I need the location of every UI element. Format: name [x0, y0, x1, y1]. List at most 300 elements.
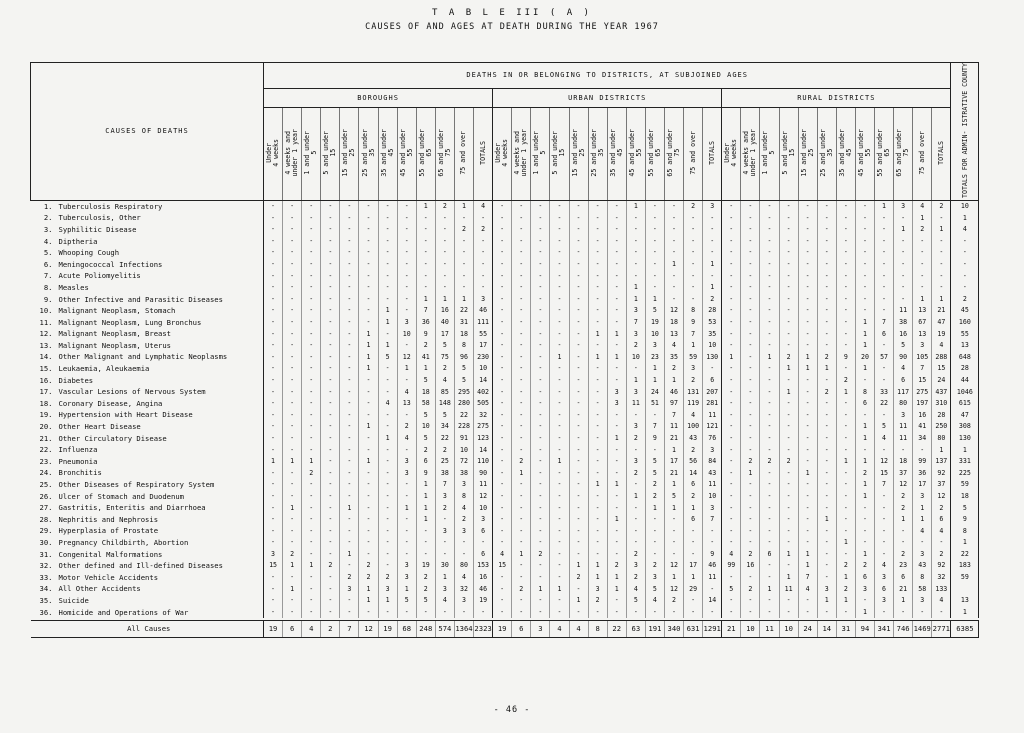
age-band-header — [474, 108, 493, 201]
cause-number: 4. — [43, 236, 53, 246]
value-cell: 7 — [435, 479, 454, 491]
value-cell: - — [321, 374, 340, 386]
value-cell: - — [760, 409, 779, 421]
value-cell: - — [645, 235, 664, 247]
value-cell: - — [264, 583, 283, 595]
value-cell: - — [397, 444, 416, 456]
value-cell: - — [359, 606, 378, 618]
value-cell: 12 — [894, 479, 913, 491]
value-cell: - — [836, 514, 855, 526]
cause-cell — [31, 490, 264, 502]
value-cell: 1 — [855, 317, 874, 329]
value-cell: 2 — [435, 363, 454, 375]
value-cell: 4 — [454, 572, 473, 584]
value-cell: - — [855, 525, 874, 537]
value-cell: - — [741, 421, 760, 433]
table-row — [31, 606, 979, 618]
value-cell: 41 — [913, 421, 932, 433]
age-band-label: 45 and under 55 — [627, 129, 643, 177]
value-cell: - — [875, 270, 894, 282]
age-band-label: 1 and under 5 — [532, 131, 548, 175]
value-cell: 2 — [416, 583, 435, 595]
value-cell: - — [798, 200, 817, 212]
value-cell: - — [855, 200, 874, 212]
value-cell: - — [855, 293, 874, 305]
admin-total-cell: 13 — [951, 340, 979, 352]
value-cell: - — [607, 259, 626, 271]
value-cell: - — [722, 363, 741, 375]
cause-label: Acute Poliomyelitis — [58, 271, 141, 281]
value-cell: - — [321, 479, 340, 491]
value-cell: - — [760, 386, 779, 398]
value-cell: - — [836, 305, 855, 317]
value-cell: - — [321, 444, 340, 456]
value-cell: - — [302, 247, 321, 259]
value-cell: 1 — [626, 200, 645, 212]
value-cell: 4 — [435, 374, 454, 386]
value-cell: 22 — [435, 432, 454, 444]
value-cell: - — [741, 444, 760, 456]
value-cell: 3 — [378, 583, 397, 595]
value-cell: - — [607, 444, 626, 456]
value-cell: - — [588, 235, 607, 247]
value-cell: 99 — [722, 560, 741, 572]
value-cell: - — [875, 224, 894, 236]
value-cell: - — [626, 514, 645, 526]
value-cell: - — [302, 317, 321, 329]
value-cell: 1 — [779, 386, 798, 398]
value-cell: - — [645, 548, 664, 560]
value-cell: - — [378, 328, 397, 340]
value-cell: 10 — [474, 363, 493, 375]
value-cell: 15 — [932, 363, 951, 375]
value-cell: 99 — [913, 456, 932, 468]
value-cell: 3 — [626, 560, 645, 572]
value-cell: 100 — [684, 421, 703, 433]
value-cell: - — [836, 479, 855, 491]
value-cell: - — [340, 479, 359, 491]
value-cell: 1 — [817, 514, 836, 526]
value-cell: - — [493, 456, 512, 468]
value-cell: 1 — [397, 583, 416, 595]
value-cell: 38 — [435, 467, 454, 479]
value-cell: 5 — [416, 374, 435, 386]
age-band-header — [645, 108, 664, 201]
value-cell: - — [569, 305, 588, 317]
value-cell: - — [359, 525, 378, 537]
value-cell: - — [875, 374, 894, 386]
value-cell: 2 — [741, 456, 760, 468]
value-cell: 2 — [894, 502, 913, 514]
value-cell: 12 — [664, 560, 683, 572]
value-cell: 33 — [875, 386, 894, 398]
value-cell: - — [531, 467, 550, 479]
value-cell: - — [531, 259, 550, 271]
age-band-header — [836, 108, 855, 201]
value-cell: - — [416, 537, 435, 549]
value-cell: - — [493, 270, 512, 282]
value-cell: - — [340, 224, 359, 236]
value-cell: 1 — [607, 432, 626, 444]
value-cell: - — [531, 340, 550, 352]
value-cell: 12 — [875, 456, 894, 468]
all-causes-value: 4 — [550, 620, 569, 637]
value-cell: - — [817, 444, 836, 456]
value-cell: - — [626, 212, 645, 224]
age-band-label: 15 and under 25 — [341, 129, 357, 177]
cause-cell — [31, 328, 264, 340]
value-cell: 2 — [760, 456, 779, 468]
value-cell: - — [703, 224, 722, 236]
admin-total-cell: 22 — [951, 548, 979, 560]
value-cell: 2 — [321, 560, 340, 572]
value-cell: - — [512, 432, 531, 444]
value-cell: 281 — [703, 398, 722, 410]
value-cell: - — [760, 490, 779, 502]
value-cell: 43 — [684, 432, 703, 444]
value-cell: - — [779, 479, 798, 491]
value-cell: - — [474, 247, 493, 259]
value-cell: 19 — [416, 560, 435, 572]
value-cell: - — [569, 247, 588, 259]
value-cell: - — [741, 351, 760, 363]
cause-number: 18. — [39, 398, 53, 408]
value-cell: - — [760, 467, 779, 479]
value-cell: - — [645, 409, 664, 421]
value-cell: 4 — [454, 502, 473, 514]
admin-total-cell: 59 — [951, 479, 979, 491]
value-cell: - — [855, 270, 874, 282]
value-cell: - — [741, 305, 760, 317]
value-cell: 90 — [474, 467, 493, 479]
value-cell: - — [569, 270, 588, 282]
value-cell: - — [664, 247, 683, 259]
value-cell: - — [664, 212, 683, 224]
value-cell: 133 — [932, 583, 951, 595]
value-cell: - — [264, 398, 283, 410]
value-cell: - — [531, 235, 550, 247]
cause-number: 36. — [39, 607, 53, 617]
value-cell: 3 — [913, 340, 932, 352]
age-band-header — [283, 108, 302, 201]
value-cell: - — [283, 317, 302, 329]
value-cell: 2 — [932, 548, 951, 560]
value-cell: - — [493, 583, 512, 595]
value-cell: - — [359, 514, 378, 526]
value-cell: - — [378, 444, 397, 456]
value-cell: 17 — [664, 456, 683, 468]
value-cell: 10 — [703, 340, 722, 352]
value-cell: 3 — [454, 479, 473, 491]
value-cell: - — [378, 224, 397, 236]
value-cell: - — [569, 606, 588, 618]
value-cell: - — [741, 398, 760, 410]
cause-number: 24. — [39, 468, 53, 478]
value-cell: - — [435, 212, 454, 224]
value-cell: - — [512, 606, 531, 618]
value-cell: - — [569, 548, 588, 560]
cause-label: Influenza — [58, 445, 98, 455]
value-cell: - — [741, 363, 760, 375]
value-cell: - — [454, 282, 473, 294]
value-cell: - — [645, 444, 664, 456]
value-cell: - — [626, 502, 645, 514]
value-cell: - — [340, 235, 359, 247]
value-cell: - — [474, 259, 493, 271]
value-cell: - — [760, 363, 779, 375]
value-cell: - — [550, 548, 569, 560]
value-cell: - — [684, 212, 703, 224]
value-cell: - — [741, 259, 760, 271]
value-cell: 1 — [664, 259, 683, 271]
value-cell: - — [779, 200, 798, 212]
value-cell: - — [779, 212, 798, 224]
value-cell: 5 — [435, 409, 454, 421]
value-cell: - — [550, 398, 569, 410]
value-cell: 23 — [894, 560, 913, 572]
value-cell: - — [607, 537, 626, 549]
value-cell: 2 — [645, 490, 664, 502]
age-band-header — [302, 108, 321, 201]
value-cell: 58 — [416, 398, 435, 410]
value-cell: - — [321, 305, 340, 317]
value-cell: - — [817, 432, 836, 444]
cause-number: 20. — [39, 422, 53, 432]
all-causes-value: 1469 — [913, 620, 932, 637]
value-cell: - — [512, 409, 531, 421]
value-cell: 4 — [684, 409, 703, 421]
value-cell: 111 — [474, 317, 493, 329]
value-cell: 3 — [626, 386, 645, 398]
value-cell: - — [493, 212, 512, 224]
value-cell: - — [531, 374, 550, 386]
value-cell: - — [397, 548, 416, 560]
value-cell: 1 — [894, 514, 913, 526]
value-cell: - — [932, 537, 951, 549]
value-cell: 9 — [703, 548, 722, 560]
value-cell: - — [550, 479, 569, 491]
value-cell: 2 — [416, 340, 435, 352]
value-cell: 1 — [855, 432, 874, 444]
value-cell: 15 — [913, 374, 932, 386]
value-cell: - — [397, 200, 416, 212]
value-cell: - — [722, 479, 741, 491]
admin-total-cell: - — [951, 235, 979, 247]
value-cell: - — [321, 548, 340, 560]
value-cell: - — [875, 444, 894, 456]
table-row — [31, 386, 979, 398]
value-cell: - — [875, 212, 894, 224]
age-band-header — [894, 108, 913, 201]
value-cell: 84 — [703, 456, 722, 468]
value-cell: 7 — [875, 479, 894, 491]
value-cell: 1 — [626, 490, 645, 502]
value-cell: - — [321, 514, 340, 526]
value-cell: - — [741, 235, 760, 247]
value-cell: 1 — [722, 351, 741, 363]
value-cell: - — [569, 282, 588, 294]
value-cell: - — [875, 363, 894, 375]
value-cell: 1 — [626, 293, 645, 305]
value-cell: - — [340, 200, 359, 212]
value-cell: - — [875, 235, 894, 247]
value-cell: 3 — [645, 572, 664, 584]
value-cell: - — [283, 235, 302, 247]
value-cell: 1 — [607, 514, 626, 526]
value-cell: - — [531, 409, 550, 421]
cause-number: 23. — [39, 456, 53, 466]
value-cell: - — [913, 444, 932, 456]
all-causes-value: 10 — [779, 620, 798, 637]
value-cell: - — [779, 224, 798, 236]
value-cell: - — [779, 595, 798, 607]
cause-number: 3. — [43, 224, 53, 234]
value-cell: - — [741, 224, 760, 236]
cause-label: Syphilitic Disease — [58, 224, 137, 234]
cause-label: Measles — [58, 282, 89, 292]
all-causes-value: 4 — [302, 620, 321, 637]
value-cell: 1 — [779, 548, 798, 560]
value-cell: - — [932, 247, 951, 259]
value-cell: - — [569, 456, 588, 468]
value-cell: - — [588, 490, 607, 502]
value-cell: - — [588, 212, 607, 224]
value-cell: 1 — [684, 572, 703, 584]
cause-cell — [31, 606, 264, 618]
value-cell: - — [340, 606, 359, 618]
table-row — [31, 560, 979, 572]
value-cell: - — [512, 224, 531, 236]
cause-label: Other Infective and Parasitic Diseases — [58, 294, 223, 304]
value-cell: - — [817, 502, 836, 514]
value-cell: - — [760, 537, 779, 549]
table-row — [31, 537, 979, 549]
value-cell: 43 — [703, 467, 722, 479]
value-cell: - — [741, 606, 760, 618]
value-cell: - — [645, 514, 664, 526]
value-cell: 1 — [588, 560, 607, 572]
value-cell: 18 — [894, 456, 913, 468]
value-cell: - — [531, 490, 550, 502]
value-cell: 1 — [817, 363, 836, 375]
value-cell: 16 — [474, 572, 493, 584]
value-cell: - — [550, 537, 569, 549]
value-cell: - — [569, 235, 588, 247]
value-cell: - — [283, 479, 302, 491]
value-cell: - — [302, 490, 321, 502]
table-row — [31, 328, 979, 340]
value-cell: - — [493, 293, 512, 305]
value-cell: - — [531, 351, 550, 363]
value-cell: 1 — [416, 293, 435, 305]
value-cell: - — [855, 212, 874, 224]
value-cell: 3 — [684, 363, 703, 375]
value-cell: 16 — [913, 409, 932, 421]
cause-cell — [31, 583, 264, 595]
value-cell: 14 — [684, 467, 703, 479]
value-cell: 24 — [645, 386, 664, 398]
value-cell: - — [855, 537, 874, 549]
admin-total-cell: 9 — [951, 514, 979, 526]
value-cell: 1 — [855, 328, 874, 340]
cause-label: Malignant Neoplasm, Uterus — [58, 340, 172, 350]
value-cell: - — [722, 293, 741, 305]
value-cell: 2 — [684, 374, 703, 386]
value-cell: - — [779, 502, 798, 514]
value-cell: - — [512, 560, 531, 572]
cause-cell — [31, 317, 264, 329]
value-cell: 197 — [913, 398, 932, 410]
cause-cell — [31, 537, 264, 549]
value-cell: - — [855, 235, 874, 247]
value-cell: - — [645, 282, 664, 294]
cause-label: Pneumonia — [58, 456, 98, 466]
value-cell: - — [264, 444, 283, 456]
value-cell: 4 — [875, 560, 894, 572]
value-cell: - — [913, 259, 932, 271]
age-band-label: 15 and under 25 — [570, 129, 586, 177]
table-row — [31, 595, 979, 607]
value-cell: - — [283, 409, 302, 421]
value-cell: - — [493, 340, 512, 352]
value-cell: - — [321, 270, 340, 282]
value-cell: - — [283, 514, 302, 526]
value-cell: - — [798, 514, 817, 526]
value-cell: - — [569, 212, 588, 224]
value-cell: - — [607, 200, 626, 212]
value-cell: - — [607, 409, 626, 421]
cause-label: Tuberculosis Respiratory — [58, 201, 163, 211]
value-cell: - — [798, 259, 817, 271]
section-header: RURAL DISTRICTS — [722, 89, 951, 108]
value-cell: - — [550, 317, 569, 329]
value-cell: - — [359, 467, 378, 479]
value-cell: - — [664, 293, 683, 305]
cause-label: Leukaemia, Aleukaemia — [58, 364, 150, 374]
value-cell: - — [512, 282, 531, 294]
value-cell: - — [569, 351, 588, 363]
value-cell: - — [588, 514, 607, 526]
value-cell: 15 — [264, 560, 283, 572]
value-cell: 2 — [512, 583, 531, 595]
value-cell: 207 — [703, 386, 722, 398]
value-cell: - — [359, 247, 378, 259]
value-cell: - — [302, 444, 321, 456]
table-row — [31, 444, 979, 456]
value-cell: - — [836, 328, 855, 340]
value-cell: 3 — [454, 595, 473, 607]
value-cell: 92 — [932, 560, 951, 572]
cause-label: All Other Accidents — [58, 584, 141, 594]
all-causes-value: 63 — [626, 620, 645, 637]
value-cell: - — [321, 282, 340, 294]
value-cell: - — [836, 224, 855, 236]
value-cell: - — [512, 363, 531, 375]
value-cell: 38 — [454, 467, 473, 479]
value-cell: 3 — [397, 560, 416, 572]
table-row — [31, 363, 979, 375]
value-cell: - — [664, 270, 683, 282]
value-cell: 1 — [378, 595, 397, 607]
value-cell: - — [875, 305, 894, 317]
value-cell: 3 — [703, 444, 722, 456]
value-cell: 5 — [722, 583, 741, 595]
value-cell: - — [798, 525, 817, 537]
value-cell: - — [607, 374, 626, 386]
cause-label: Hypertension with Heart Disease — [58, 410, 193, 420]
value-cell: - — [588, 363, 607, 375]
value-cell: - — [798, 317, 817, 329]
